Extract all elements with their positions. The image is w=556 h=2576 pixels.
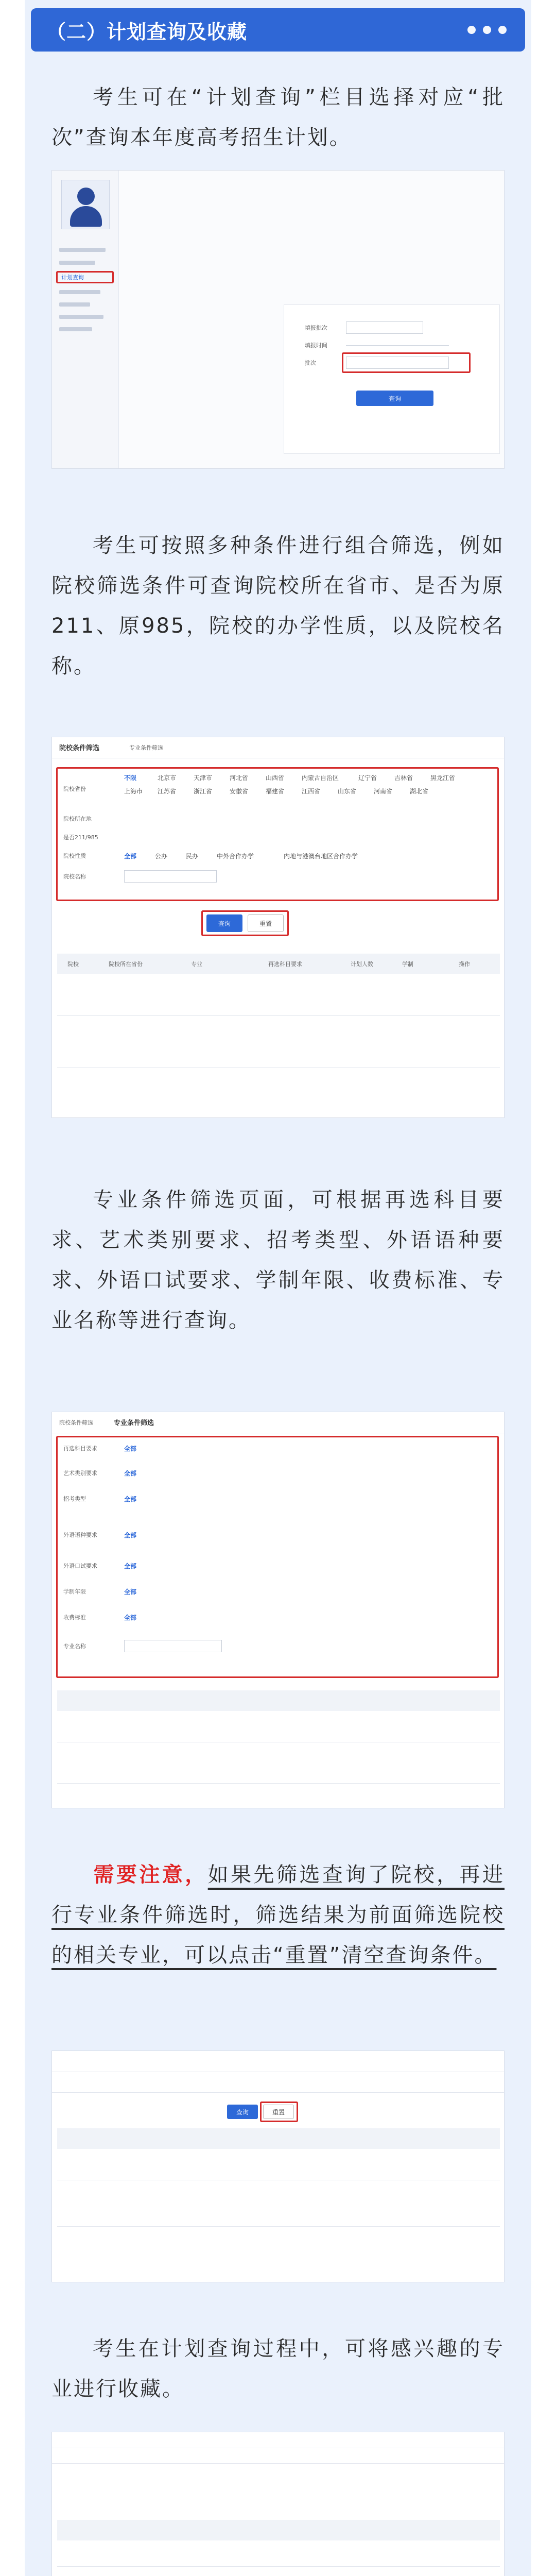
col-count: 计划人数 xyxy=(351,961,373,968)
paragraph-2: 考生可按照多种条件进行组合筛选，例如院校筛选条件可查询院校所在省市、是否为原211、原985，院校的办学性质，以及院校名称。 xyxy=(51,534,505,678)
row-label-art: 艺术类别要求 xyxy=(63,1470,97,1477)
opt-province-2[interactable]: 天津市 xyxy=(194,774,213,782)
row-label-language: 外语语种要求 xyxy=(63,1532,97,1538)
row-label-type: 招考类型 xyxy=(63,1496,86,1502)
opt-province-8[interactable]: 黑龙江省 xyxy=(430,774,456,782)
opt-all-2[interactable]: 全部 xyxy=(124,1496,137,1503)
opt-province-5[interactable]: 内蒙古自治区 xyxy=(302,774,339,782)
menu-item-plan-query[interactable]: 计划查询 xyxy=(61,274,84,281)
opt-province-b0[interactable]: 上海市 xyxy=(124,788,143,795)
paragraph-5: 考生在计划查询过程中，可将感兴趣的专业进行收藏。 xyxy=(51,2337,505,2401)
row-label-subject: 再选科目要求 xyxy=(63,1445,97,1452)
major-name-input[interactable] xyxy=(124,1640,222,1652)
opt-all-0[interactable]: 全部 xyxy=(124,1445,137,1452)
col-school: 院校 xyxy=(67,961,79,968)
form-label-2: 填报时间 xyxy=(305,342,327,349)
opt-province-b8[interactable]: 湖北省 xyxy=(410,788,429,795)
reset-button[interactable]: 重置 xyxy=(248,914,284,932)
form-label-1: 填报批次 xyxy=(305,325,327,331)
paragraph-4 xyxy=(51,1855,505,1975)
tab-major-filter[interactable]: 专业条件筛选 xyxy=(114,1419,154,1427)
screenshot-reset xyxy=(51,2050,505,2282)
opt-province-7[interactable]: 吉林省 xyxy=(394,774,413,782)
opt-province-b6[interactable]: 山东省 xyxy=(338,788,357,795)
paragraph-3: 专业条件筛选页面，可根据再选科目要求、艺术类别要求、招考类型、外语语种要求、外语口试要求、学制年限、收费标准、专业名称等进行查询。 xyxy=(51,1188,505,1332)
screenshot-major-filter xyxy=(51,1412,505,1808)
opt-all-1[interactable]: 全部 xyxy=(124,1470,137,1477)
note-highlight: 需要注意， xyxy=(93,1863,208,1887)
opt-nature-3[interactable]: 中外合作办学 xyxy=(217,853,254,860)
row-label-major-name: 专业名称 xyxy=(63,1643,86,1650)
section-title: （二）计划查询及收藏 xyxy=(46,20,248,43)
col-province: 院校所在省份 xyxy=(109,961,143,968)
opt-province-1[interactable]: 北京市 xyxy=(158,774,177,782)
row-label-location: 院校所在地 xyxy=(63,816,92,822)
opt-province-0[interactable]: 不限 xyxy=(124,774,137,782)
query-button[interactable]: 查询 xyxy=(356,391,433,406)
opt-province-b4[interactable]: 福建省 xyxy=(266,788,285,795)
opt-province-b2[interactable]: 浙江省 xyxy=(194,788,213,795)
paragraph-1: 考生可在“计划查询”栏目选择对应“批次”查询本年度高考招生计划。 xyxy=(51,86,505,149)
opt-province-b5[interactable]: 江西省 xyxy=(302,788,321,795)
opt-province-4[interactable]: 山西省 xyxy=(266,774,285,782)
header-dots xyxy=(467,26,507,34)
opt-nature-4[interactable]: 内地与港澳台地区合作办学 xyxy=(284,853,358,860)
row-label-211: 是否211/985 xyxy=(63,834,98,841)
row-label-province: 院校省份 xyxy=(63,786,86,792)
screenshot-school-filter xyxy=(51,737,505,1118)
screenshot-batch-query xyxy=(51,170,505,469)
school-name-input[interactable] xyxy=(124,870,217,883)
opt-province-6[interactable]: 辽宁省 xyxy=(358,774,377,782)
row-label-years: 学制年限 xyxy=(63,1588,86,1595)
col-subject: 再选科目要求 xyxy=(268,961,302,968)
tab-major-filter[interactable]: 专业条件筛选 xyxy=(129,744,163,751)
opt-all-3[interactable]: 全部 xyxy=(124,1532,137,1539)
opt-all-5[interactable]: 全部 xyxy=(124,1588,137,1596)
opt-all-6[interactable]: 全部 xyxy=(124,1614,137,1621)
form-label-3: 批次 xyxy=(305,360,316,366)
opt-nature-1[interactable]: 公办 xyxy=(155,853,168,860)
row-label-oral: 外语口试要求 xyxy=(63,1563,97,1569)
opt-all-4[interactable]: 全部 xyxy=(124,1563,137,1570)
row-label-fee: 收费标准 xyxy=(63,1614,86,1621)
avatar xyxy=(61,180,110,229)
opt-province-b1[interactable]: 江苏省 xyxy=(158,788,177,795)
query-button[interactable]: 查询 xyxy=(227,2105,258,2119)
tab-school-filter[interactable]: 院校条件筛选 xyxy=(59,744,100,752)
col-major: 专业 xyxy=(191,961,202,968)
opt-province-b7[interactable]: 河南省 xyxy=(374,788,393,795)
section-header xyxy=(31,8,525,52)
screenshot-favorite xyxy=(51,2432,505,2576)
query-button[interactable]: 查询 xyxy=(206,914,242,932)
opt-province-3[interactable]: 河北省 xyxy=(230,774,249,782)
row-label-school-name: 院校名称 xyxy=(63,873,86,880)
row-label-nature: 院校性质 xyxy=(63,853,86,859)
col-action: 操作 xyxy=(459,961,470,968)
reset-button[interactable]: 重置 xyxy=(263,2105,294,2119)
note-text: 如果先筛选查询了院校，再进行专业条件筛选时，筛选结果为前面筛选院校的相关专业，可以点击“重置”清空查询条件。 xyxy=(51,1863,505,1967)
opt-province-b3[interactable]: 安徽省 xyxy=(230,788,249,795)
opt-nature-0[interactable]: 全部 xyxy=(124,853,137,860)
opt-nature-2[interactable]: 民办 xyxy=(186,853,199,860)
tab-school-filter[interactable]: 院校条件筛选 xyxy=(59,1419,93,1426)
col-years: 学制 xyxy=(402,961,413,968)
